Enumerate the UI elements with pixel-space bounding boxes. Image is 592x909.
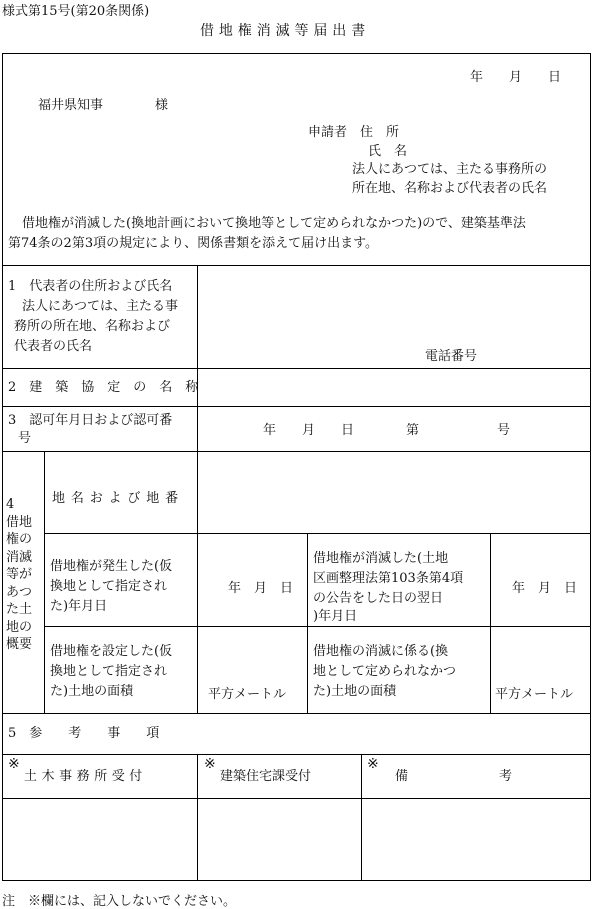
footer-note: 注 ※欄には、記入しないでください。 bbox=[2, 894, 237, 909]
side-label-line: 概要 bbox=[6, 637, 33, 652]
phone-label: 電話番号 bbox=[425, 349, 478, 364]
office-col-divider-1 bbox=[197, 754, 198, 880]
occurrence-label-1: 借地権が発生した(仮 bbox=[50, 559, 173, 574]
applicant-address-label: 申請者 住 所 bbox=[308, 125, 400, 140]
approval-date-number: 年 月 日 第 号 bbox=[263, 423, 511, 438]
extinct-area-unit: 平方メートル bbox=[495, 687, 574, 702]
side-col-divider bbox=[44, 451, 45, 713]
row2-bottom bbox=[2, 406, 590, 407]
body-text-2: 第74条の2第3項の規定により、関係書類を添えて届け出ます。 bbox=[8, 236, 379, 251]
side-label-line: あつ bbox=[6, 584, 33, 600]
side-label-line: 地の bbox=[6, 619, 33, 635]
extinction-label-3: の公告をした日の翌日 bbox=[313, 591, 444, 606]
office-header-bottom bbox=[2, 798, 590, 799]
date-line: 年 月 日 bbox=[470, 70, 562, 85]
civil-office-reception: 土木事務所受付 bbox=[24, 769, 147, 784]
frame-top bbox=[2, 53, 590, 54]
occurrence-label-3: た)年月日 bbox=[50, 599, 108, 614]
extinct-area-label-1: 借地権の消滅に係る(換 bbox=[313, 644, 449, 659]
agreement-name-label: 2 建 築 協 定 の 名 称 bbox=[8, 380, 199, 395]
frame-left bbox=[2, 53, 3, 880]
row4-bottom bbox=[2, 713, 590, 714]
area-label-2: 換地として指定され bbox=[50, 664, 168, 679]
area-label-3: た)土地の面積 bbox=[50, 684, 134, 699]
lot-label: 地名および地番 bbox=[52, 491, 184, 506]
label-col-divider bbox=[197, 265, 198, 713]
office-use-mark: ※ bbox=[204, 756, 216, 772]
side-label-line: た土 bbox=[6, 602, 33, 617]
office-col-divider-2 bbox=[361, 754, 362, 880]
office-remarks-label: 備 考 bbox=[395, 769, 513, 784]
extinct-area-label-2: 地として定められなかつ bbox=[313, 664, 457, 679]
office-use-mark: ※ bbox=[367, 756, 379, 772]
row1-bottom bbox=[2, 368, 590, 369]
addressee: 福井県知事 様 bbox=[38, 98, 169, 113]
extinct-area-label-3: た)土地の面積 bbox=[313, 684, 397, 699]
row4a-bottom bbox=[44, 533, 590, 534]
approval-label-2: 号 bbox=[18, 431, 32, 446]
mid-col-divider bbox=[307, 533, 308, 713]
remarks-label: 5 参 考 事 項 bbox=[8, 726, 160, 741]
extinction-date: 年 月 日 bbox=[512, 581, 578, 596]
land-overview-side-label bbox=[6, 496, 42, 654]
side-label-line: 等が bbox=[6, 567, 33, 582]
side-label-line: 4 bbox=[6, 497, 15, 512]
body-text-1: 借地権が消滅した(換地計画において換地等として定められなかつた)ので、建築基準法 bbox=[22, 216, 526, 231]
corp-note-2: 所在地、名称および代表者の氏名 bbox=[352, 181, 548, 196]
side-label-line: 借地 bbox=[6, 514, 33, 530]
form-label: 様式第15号(第20条関係) bbox=[2, 4, 150, 19]
office-use-mark: ※ bbox=[8, 756, 20, 772]
right-col-divider bbox=[490, 533, 491, 713]
approval-label-1: 3 認可年月日および認可番 bbox=[8, 413, 173, 428]
frame-right bbox=[590, 53, 591, 880]
row1-label-4: 代表者の氏名 bbox=[14, 339, 93, 354]
page-title: 借地権消滅等届出書 bbox=[200, 23, 371, 39]
row1-label-2: 法人にあつては、主たる事 bbox=[22, 299, 179, 314]
area-unit: 平方メートル bbox=[208, 687, 287, 702]
building-section-reception: 建築住宅課受付 bbox=[220, 769, 312, 784]
row5-bottom bbox=[2, 754, 590, 755]
frame-bottom bbox=[2, 880, 591, 881]
row1-label-3: 務所の所在地、名称および bbox=[14, 319, 171, 334]
side-label-line: 権の bbox=[6, 532, 33, 547]
row1-label-1: 1 代表者の住所および氏名 bbox=[8, 279, 173, 294]
table-top-line bbox=[2, 265, 590, 266]
applicant-name-label: 氏 名 bbox=[368, 144, 408, 159]
area-label-1: 借地権を設定した(仮 bbox=[50, 644, 173, 659]
corp-note-1: 法人にあつては、主たる事務所の bbox=[352, 162, 548, 177]
extinction-label-1: 借地権が消滅した(土地 bbox=[313, 551, 449, 566]
occurrence-label-2: 換地として指定され bbox=[50, 579, 168, 594]
extinction-label-2: 区画整理法第103条第4項 bbox=[313, 571, 464, 586]
extinction-label-4: )年月日 bbox=[313, 609, 358, 624]
row3-bottom bbox=[2, 451, 590, 452]
side-label-line: 消滅 bbox=[6, 549, 33, 565]
occurrence-date: 年 月 日 bbox=[228, 581, 294, 596]
